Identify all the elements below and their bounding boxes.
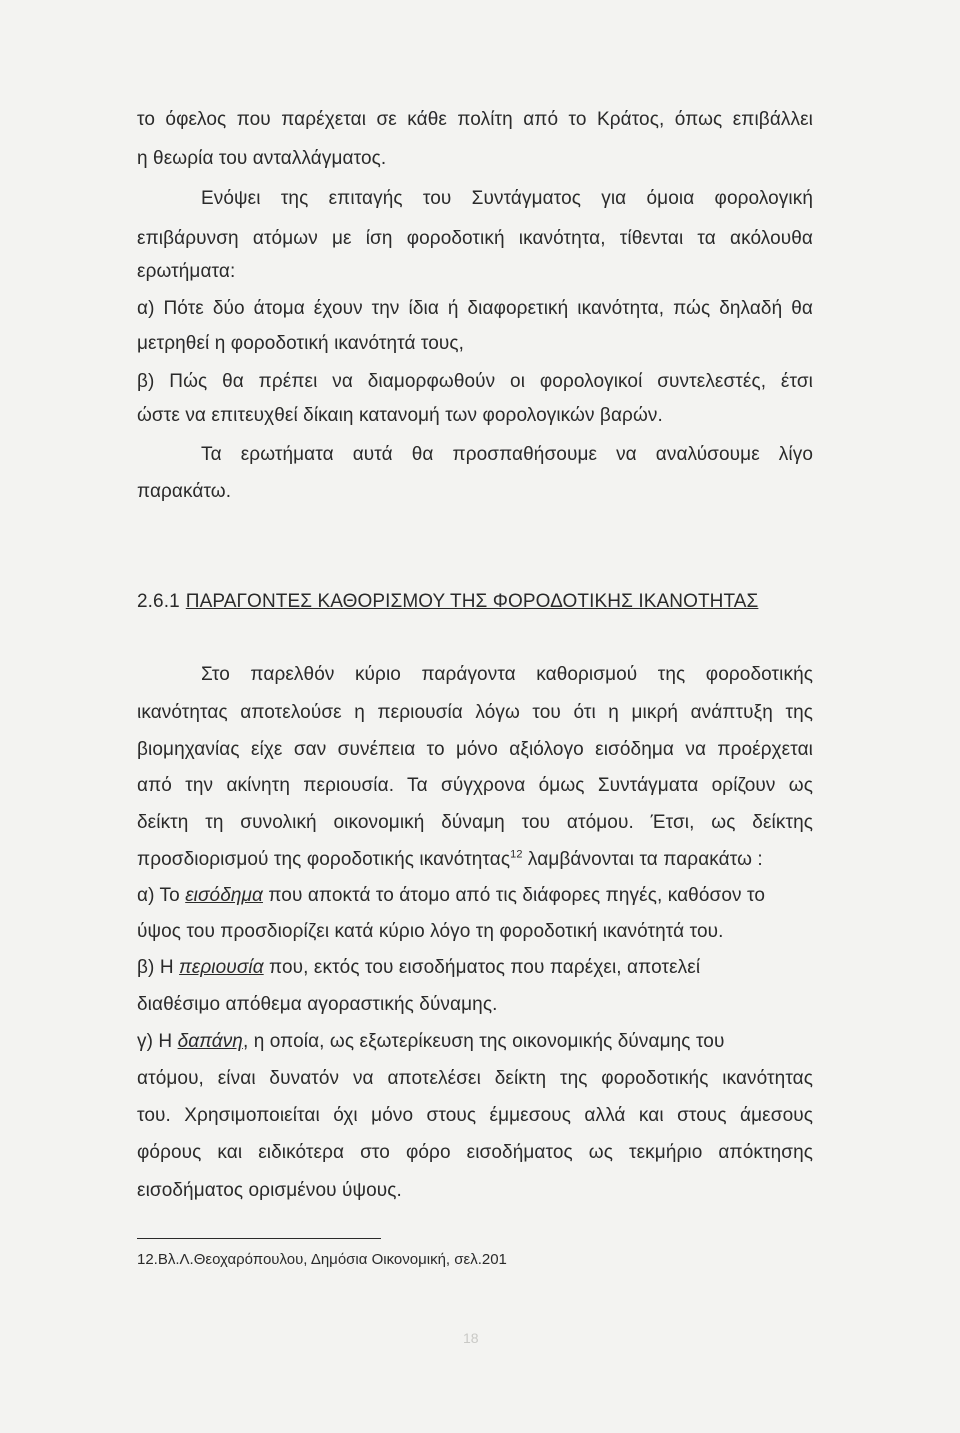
body-text: β) Η [137,957,180,978]
body-text: προσδιορισμού της φοροδοτικής ικανότητας [137,849,511,870]
paragraph-line: ώστε να επιτευχθεί δίκαιη κατανομή των φορολογικών βαρών. [137,405,663,426]
footnote-ref: 12 [510,848,523,861]
footnote-divider [137,1238,381,1239]
body-line: εισοδήματος ορισμένου ύψους. [137,1180,402,1201]
body-line: του. Χρησιμοποιείται όχι μόνο στους έμμεσους αλλά και στους άμεσους [137,1105,813,1126]
section-number: 2.6.1 [137,591,180,612]
paragraph-line: η θεωρία του ανταλλάγματος. [137,148,387,169]
body-line: ατόμου, είναι δυνατόν να αποτελέσει δείκτη της φοροδοτικής ικανότητας [137,1068,813,1089]
body-line: ικανότητας αποτελούσε η περιουσία λόγω του ότι η μικρή ανάπτυξη της [137,702,813,723]
body-line: βιομηχανίας είχε σαν συνέπεια το μόνο αξιόλογο εισόδημα να προέρχεται [137,739,813,760]
emphasis-expense: δαπάνη [177,1031,243,1052]
paragraph-line: παρακάτω. [137,481,232,502]
paragraph-line: ερωτήματα: [137,261,236,282]
section-heading [137,590,813,614]
section-title: ΠΑΡΑΓΟΝΤΕΣ ΚΑΘΟΡΙΣΜΟΥ ΤΗΣ ΦΟΡΟΔΟΤΙΚΗΣ ΙΚΑΝΟΤΗΤΑΣ [185,591,759,612]
body-line [137,884,813,908]
body-text: γ) Η [137,1031,178,1052]
body-line: φόρους και ειδικότερα στο φόρο εισοδήματος ως τεκμήριο απόκτησης [137,1142,813,1163]
page-number: 18 [463,1330,479,1346]
paragraph-line: Τα ερωτήματα αυτά θα προσπαθήσουμε να αναλύσουμε λίγο [201,444,813,465]
body-text: α) Το [137,885,186,906]
emphasis-property: περιουσία [179,957,264,978]
paragraph-line: Ενόψει της επιταγής του Συντάγματος για όμοια φορολογική [201,188,813,209]
body-text: λαμβάνονται τα παρακάτω : [522,849,763,870]
body-line [137,848,813,872]
paragraph-line: α) Πότε δύο άτομα έχουν την ίδια ή διαφορετική ικανότητα, πώς δηλαδή θα [137,298,813,319]
body-line [137,956,813,980]
body-line: διαθέσιμο απόθεμα αγοραστικής δύναμης. [137,994,498,1015]
footnote: 12.Βλ.Λ.Θεοχαρόπουλου, Δημόσια Οικονομική, σελ.201 [137,1251,507,1268]
body-line: δείκτη τη συνολική οικονομική δύναμη του ατόμου. Έτσι, ως δείκτης [137,812,813,833]
body-line: Στο παρελθόν κύριο παράγοντα καθορισμού της φοροδοτικής [201,664,813,685]
body-text: που αποκτά το άτομο από τις διάφορες πηγές, καθόσον το [262,885,765,906]
body-line: ύψος του προσδιορίζει κατά κύριο λόγο τη φοροδοτική ικανότητά του. [137,921,724,942]
body-line [137,1030,813,1054]
body-line: από την ακίνητη περιουσία. Τα σύγχρονα όμως Συντάγματα ορίζουν ως [137,775,813,796]
paragraph-line: μετρηθεί η φοροδοτική ικανότητά τους, [137,333,465,354]
emphasis-income: εισόδημα [185,885,263,906]
paragraph-line: β) Πώς θα πρέπει να διαμορφωθούν οι φορολογικοί συντελεστές, έτσι [137,371,813,392]
paragraph-line: επιβάρυνση ατόμων με ίση φοροδοτική ικανότητα, τίθενται τα ακόλουθα [137,228,813,249]
paragraph-line: το όφελος που παρέχεται σε κάθε πολίτη από το Κράτος, όπως επιβάλλει [137,109,813,130]
body-text: , η οποία, ως εξωτερίκευση της οικονομικής δύναμης του [242,1031,725,1052]
body-text: που, εκτός του εισοδήματος που παρέχει, αποτελεί [263,957,701,978]
